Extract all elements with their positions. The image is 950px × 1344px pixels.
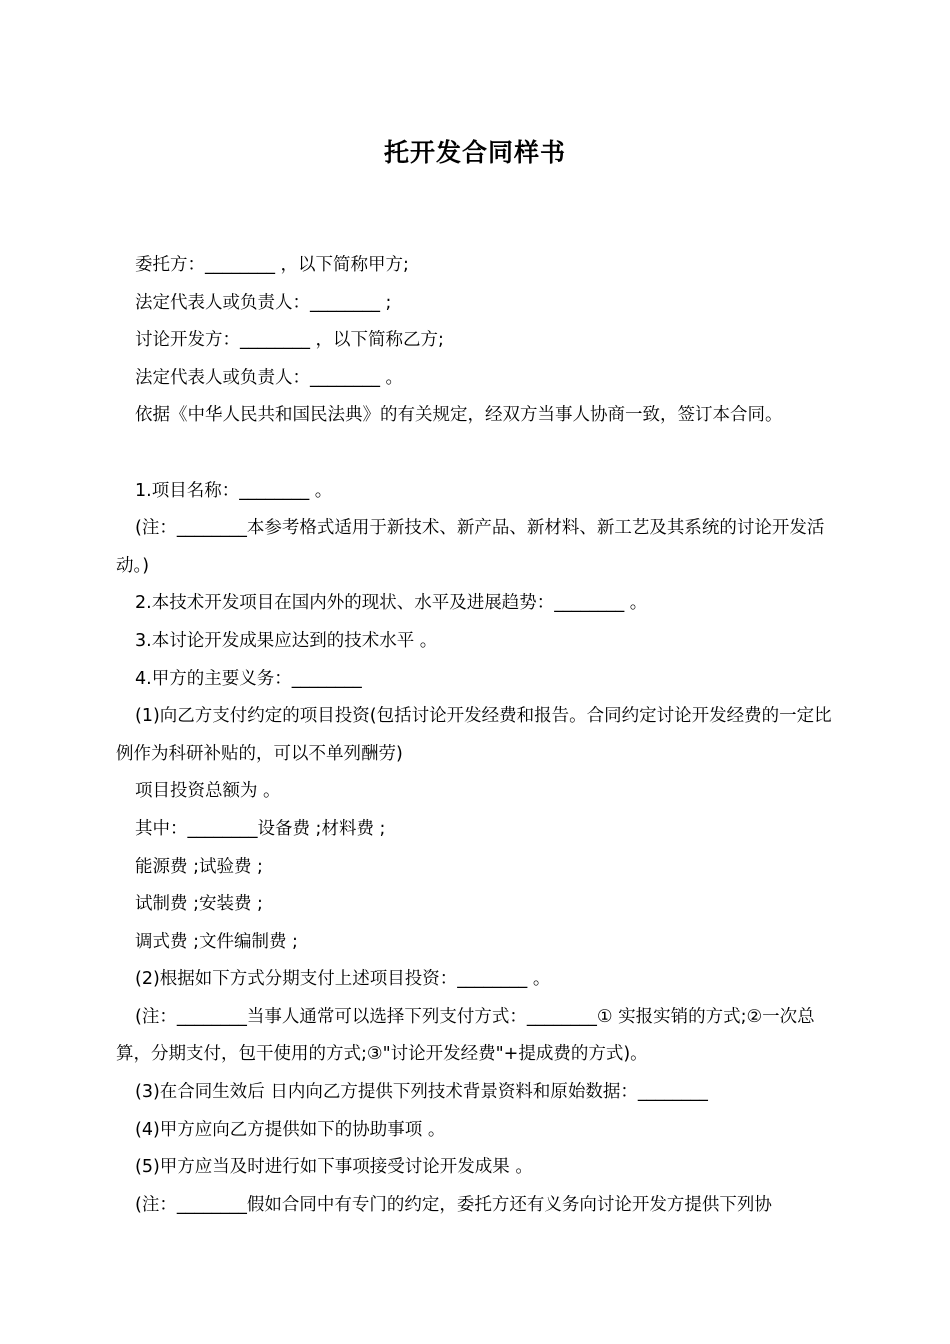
document-title: 托开发合同样书 — [383, 138, 566, 167]
obligation-2-installments: (2)根据如下方式分期支付上述项目投资：________ 。 — [135, 969, 551, 990]
note-payment-methods: (注：________当事人通常可以选择下列支付方式：________① 实报实销的方式;②一次总算，分期支付，包干使用的方式;③"讨论开发经费"+提成费的方式)。 — [116, 1006, 815, 1065]
clause-party-a-obligations: 4.甲方的主要义务：________ — [135, 668, 362, 689]
cost-breakdown-line-1: 其中：________设备费 ;材料费 ; — [135, 818, 386, 839]
clause-technical-level: 3.本讨论开发成果应达到的技术水平 。 — [135, 630, 438, 651]
obligation-1-payment: (1)向乙方支付约定的项目投资(包括讨论开发经费和报告。合同约定讨论开发经费的一定比例作为科研补贴的，可以不单列酬劳) — [116, 706, 832, 764]
party-a-line: 委托方：________ ，以下简称甲方; — [135, 255, 409, 275]
party-b-line: 讨论开发方：________ ，以下简称乙方; — [135, 330, 444, 351]
investment-total-line: 项目投资总额为 。 — [135, 781, 281, 802]
note-scope: (注：________本参考格式适用于新技术、新产品、新材料、新工艺及其系统的讨论开发活动。) — [116, 518, 825, 576]
cost-breakdown-line-4: 调式费 ;文件编制费 ; — [135, 931, 298, 952]
party-a-representative-line: 法定代表人或负责人：________ ; — [135, 292, 392, 313]
obligation-3-materials: (3)在合同生效后 日内向乙方提供下列技术背景资料和原始数据：________ — [135, 1082, 708, 1103]
obligation-4-assistance: (4)甲方应向乙方提供如下的协助事项 。 — [135, 1119, 446, 1140]
legal-basis-paragraph: 依据《中华人民共和国民法典》的有关规定，经双方当事人协商一致，签订本合同。 — [135, 405, 783, 426]
clause-project-name: 1.项目名称：________ 。 — [135, 480, 333, 501]
cost-breakdown-line-2: 能源费 ;试验费 ; — [135, 856, 263, 877]
party-b-representative-line: 法定代表人或负责人：________ 。 — [135, 367, 404, 388]
note-special-agreement: (注：________假如合同中有专门的约定，委托方还有义务向讨论开发方提供下列协 — [135, 1194, 772, 1215]
paragraph-spacer — [116, 435, 846, 473]
cost-breakdown-line-3: 试制费 ;安装费 ; — [135, 894, 263, 915]
obligation-5-acceptance: (5)甲方应当及时进行如下事项接受讨论开发成果 。 — [135, 1157, 533, 1178]
document-body — [116, 247, 846, 1224]
clause-status-trend: 2.本技术开发项目在国内外的现状、水平及进展趋势：________ 。 — [135, 593, 648, 614]
